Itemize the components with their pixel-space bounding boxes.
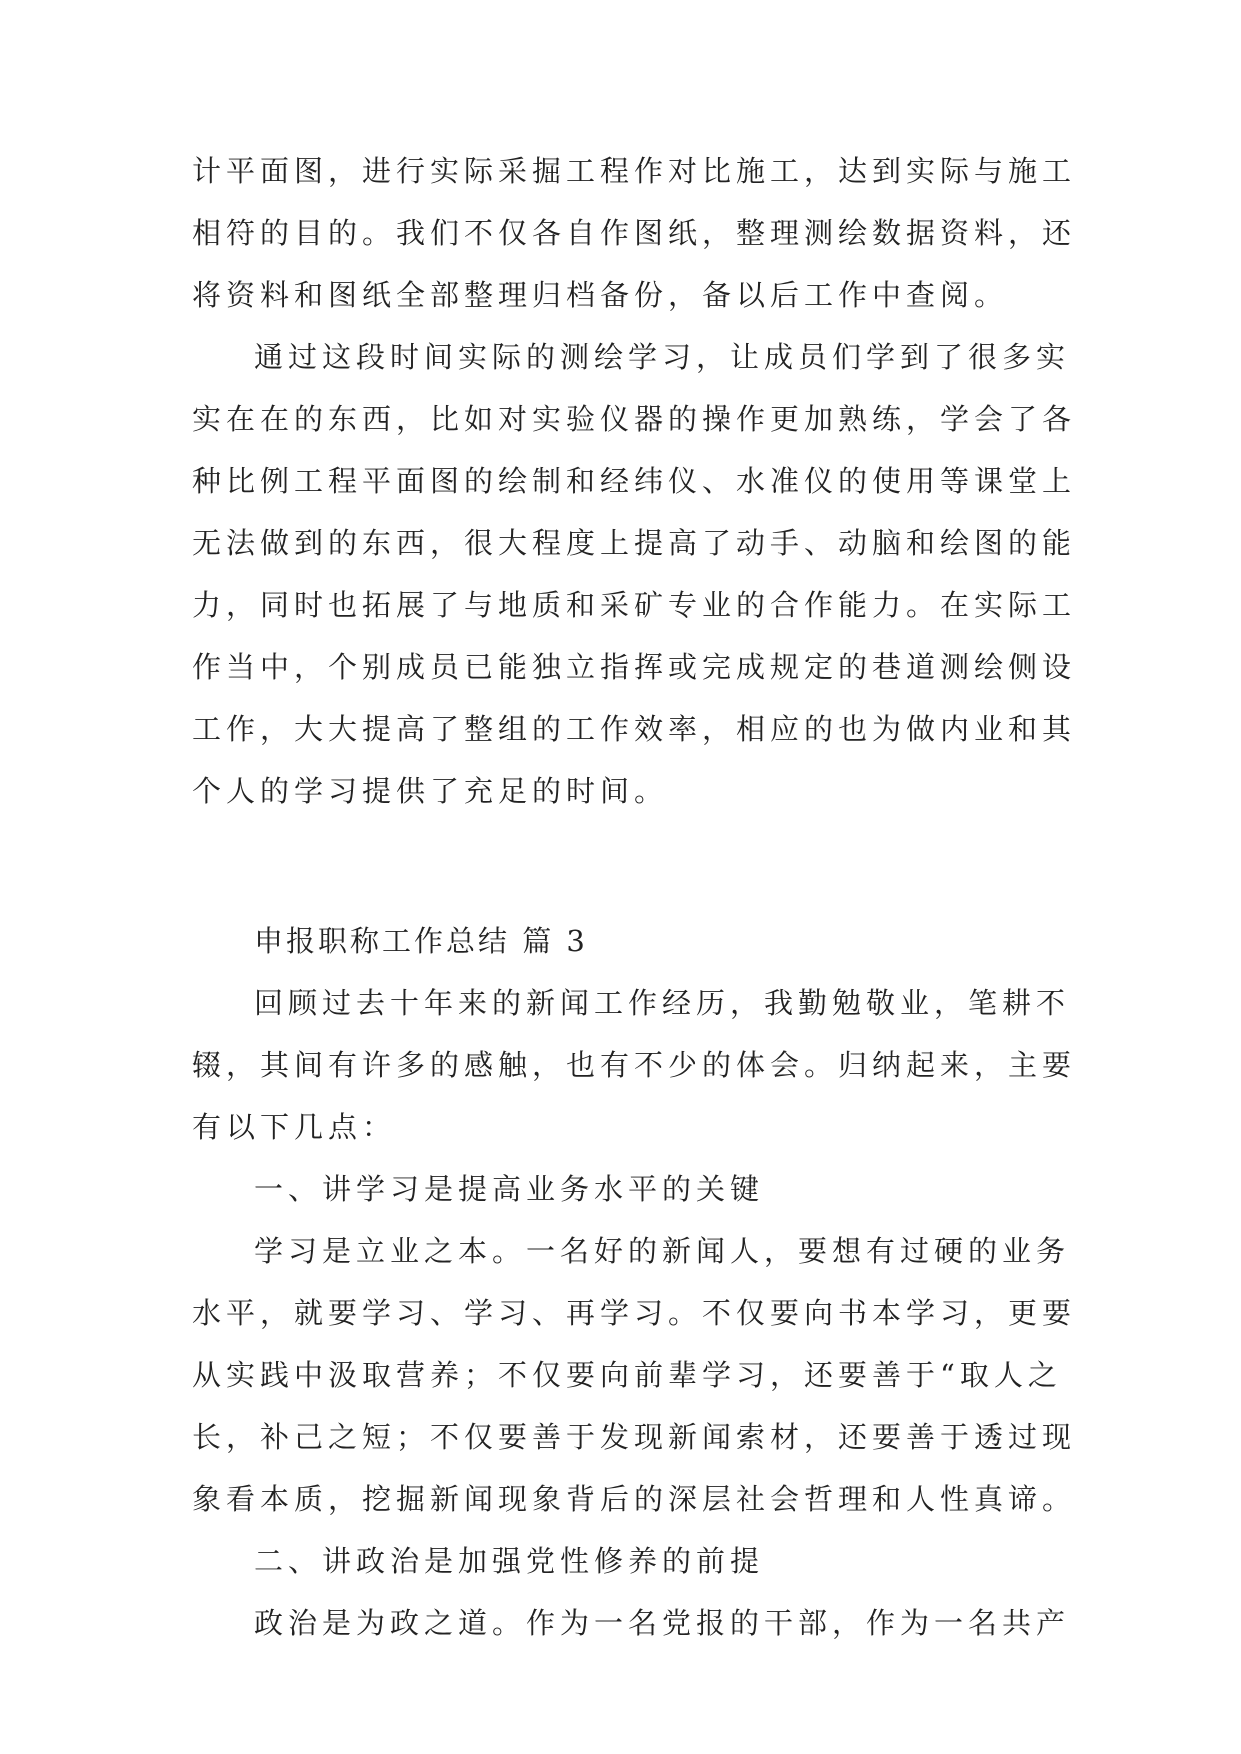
paragraph-line: 力，同时也拓展了与地质和采矿专业的合作能力。在实际工: [192, 588, 1077, 622]
paragraph-line: 学习是立业之本。一名好的新闻人，要想有过硬的业务: [254, 1234, 1071, 1268]
paragraph-line: 回顾过去十年来的新闻工作经历，我勤勉敬业，笔耕不: [254, 986, 1071, 1020]
paragraph-line: 有以下几点：: [192, 1110, 397, 1144]
paragraph-line: 实在在的东西，比如对实验仪器的操作更加熟练，学会了各: [192, 402, 1077, 436]
paragraph-line: 从实践中汲取营养；不仅要向前辈学习，还要善于“取人之: [192, 1358, 1062, 1392]
section-spacer: [192, 822, 1072, 910]
paragraph-line: 象看本质，挖掘新闻现象背后的深层社会哲理和人性真谛。: [192, 1482, 1077, 1516]
paragraph-line: 计平面图，进行实际采掘工程作对比施工，达到实际与施工: [192, 154, 1077, 188]
paragraph-line: 种比例工程平面图的绘制和经纬仪、水准仪的使用等课堂上: [192, 464, 1077, 498]
paragraph-line: 相符的目的。我们不仅各自作图纸，整理测绘数据资料，还: [192, 216, 1077, 250]
paragraph-line: 个人的学习提供了充足的时间。: [192, 774, 669, 808]
paragraph-line: 无法做到的东西，很大程度上提高了动手、动脑和绘图的能: [192, 526, 1077, 560]
paragraph-line: 水平，就要学习、学习、再学习。不仅要向书本学习，更要: [192, 1296, 1077, 1330]
section-title: 申报职称工作总结 篇 3: [254, 924, 588, 958]
subheading-politics: 二、讲政治是加强党性修养的前提: [254, 1544, 765, 1578]
subheading-study: 一、讲学习是提高业务水平的关键: [254, 1172, 765, 1206]
paragraph-line: 政治是为政之道。作为一名党报的干部，作为一名共产: [254, 1606, 1071, 1640]
paragraph-line: 通过这段时间实际的测绘学习，让成员们学到了很多实: [254, 340, 1071, 374]
paragraph-line: 辍，其间有许多的感触，也有不少的体会。归纳起来，主要: [192, 1048, 1077, 1082]
paragraph-line: 工作，大大提高了整组的工作效率，相应的也为做内业和其: [192, 712, 1077, 746]
paragraph-line: 长，补己之短；不仅要善于发现新闻索材，还要善于透过现: [192, 1420, 1077, 1454]
paragraph-line: 作当中，个别成员已能独立指挥或完成规定的巷道测绘侧设: [192, 650, 1077, 684]
paragraph-line: 将资料和图纸全部整理归档备份，备以后工作中查阅。: [192, 278, 1009, 312]
document-page: [192, 140, 1077, 1654]
